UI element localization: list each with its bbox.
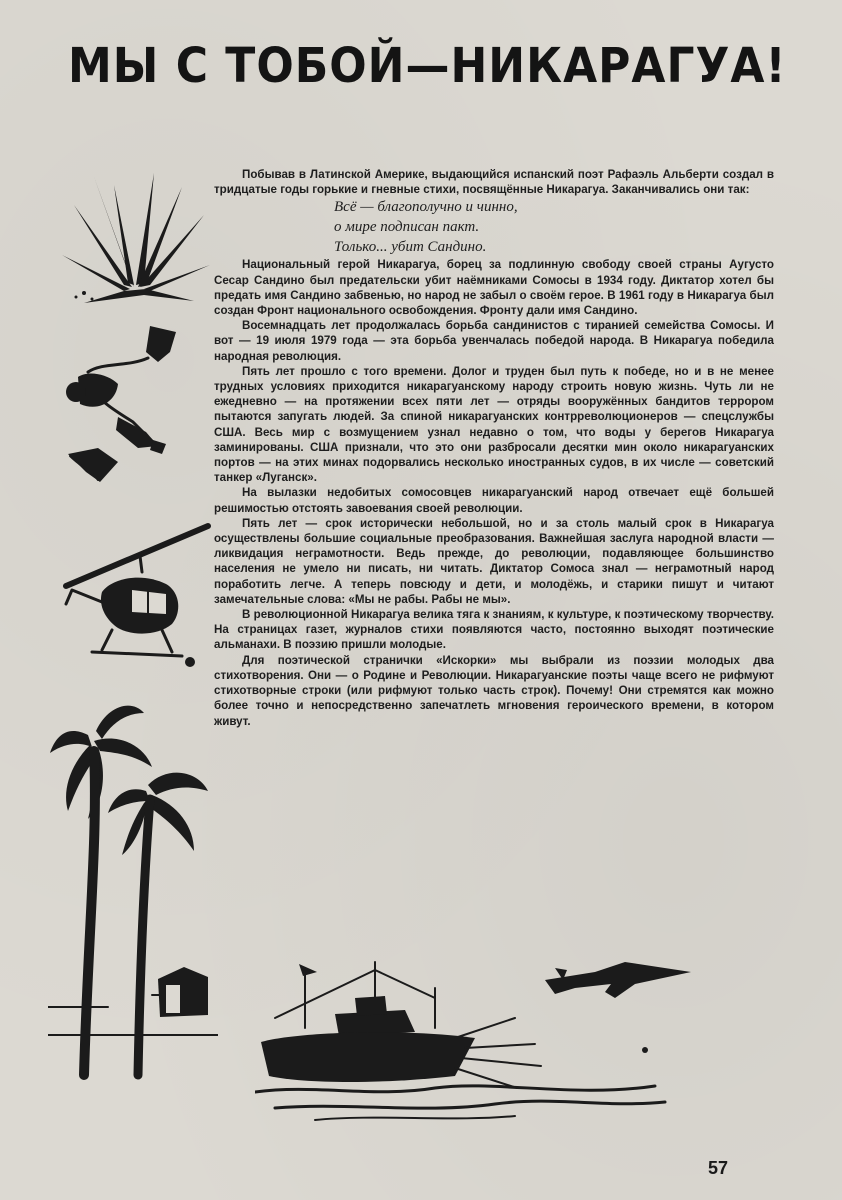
article-paragraph: Пять лет — срок исторически небольшой, но и за столь малый срок в Никарагуа осуществлены большие социальные преобразования. Важнейшая заслуга народной власти — ликвидация неграмотности. Ведь прежде, до революции, подавляющее большинство населения не умело ни писать, ни читать. Диктатор Сомоса знал — неграмотный народ поработить легче. А теперь повсюду и дети, и молодёжь, и старики пишут и читают замечательные слова: «Мы не рабы. Рабы не мы». bbox=[214, 516, 774, 606]
verse-line: Только... убит Сандино. bbox=[334, 239, 487, 256]
page-title: МЫ С ТОБОЙ—НИКАРАГУА! bbox=[68, 38, 787, 95]
article-intro: Побывав в Латинской Америке, выдающийся испанский поэт Рафаэль Альберти создал в тридцатые годы горькие и гневные стихи, посвящённые Никарагуа. Заканчивались они так: bbox=[214, 168, 774, 197]
helicopter-illustration bbox=[62, 512, 212, 672]
verse-line: о мире подписан пакт. bbox=[334, 219, 480, 236]
agave-illustration bbox=[54, 165, 214, 305]
article-paragraph: Пять лет прошло с того времени. Долог и труден был путь к победе, но и в не менее трудных условиях приходится никарагуанскому народу строить новую жизнь. Чуть ли не ежедневно — на протяжении всех пяти лет — отряды вооружённых бандитов террором пытаются запугать людей. За спиной никарагуанских контрреволюционеров — спецслужбы США. Весь мир с возмущением узнал недавно о том, что воды у берегов Никарагуа заминированы. США признали, что это они разбросали десятки мин около никарагуанских портов — на этих минах подорвались несколько иностранных судов, в их числе — советский танкер «Луганск». bbox=[214, 364, 774, 485]
article-paragraph: В революционной Никарагуа велика тяга к знаниям, к культуре, к поэтическому творчеству. На страницах газет, журналов стихи появляются часто, постоянно выходят поэтические альманахи. В поэзию пришли молодые. bbox=[214, 608, 774, 652]
article-paragraph: Для поэтической странички «Искорки» мы выбрали из поэзии молодых два стихотворения. Они — о Родине и Революции. Никарагуанские поэты чаще всего не рифмуют стихотворные строки (или рифмуют только часть строк). Почему! Они стремятся как можно более точно и непосредственно запечатлеть мгновения героического времени, в котором живут. bbox=[214, 653, 774, 728]
falling-man-illustration bbox=[58, 322, 188, 492]
ship-and-jet-illustration bbox=[255, 958, 695, 1123]
article-paragraph: На вылазки недобитых сомосовцев никарагуанский народ отвечает ещё большей решимостью отстоять завоевания своей революции. bbox=[214, 486, 774, 515]
palm-trees-illustration bbox=[48, 695, 218, 1085]
article-body bbox=[214, 167, 774, 729]
article-paragraph: Национальный герой Никарагуа, борец за подлинную свободу своей страны Аугусто Сесар Сандино был предательски убит наёмниками Сомосы в 1934 году. Диктатор хотел бы предать имя Сандино забвенью, но народ не забыл о своём герое. В 1961 году в Никарагуа был создан Фронт национального освобождения. Фронту дали имя Сандино. bbox=[214, 258, 774, 318]
article-paragraph: Восемнадцать лет продолжалась борьба сандинистов с тиранией семейства Сомосы. И вот — 19 июля 1979 года — эта борьба увенчалась победой народа. В Никарагуа победила народная революция. bbox=[214, 319, 774, 363]
verse-line: Всё — благополучно и чинно, bbox=[334, 199, 518, 216]
page-number: 57 bbox=[708, 1158, 729, 1178]
